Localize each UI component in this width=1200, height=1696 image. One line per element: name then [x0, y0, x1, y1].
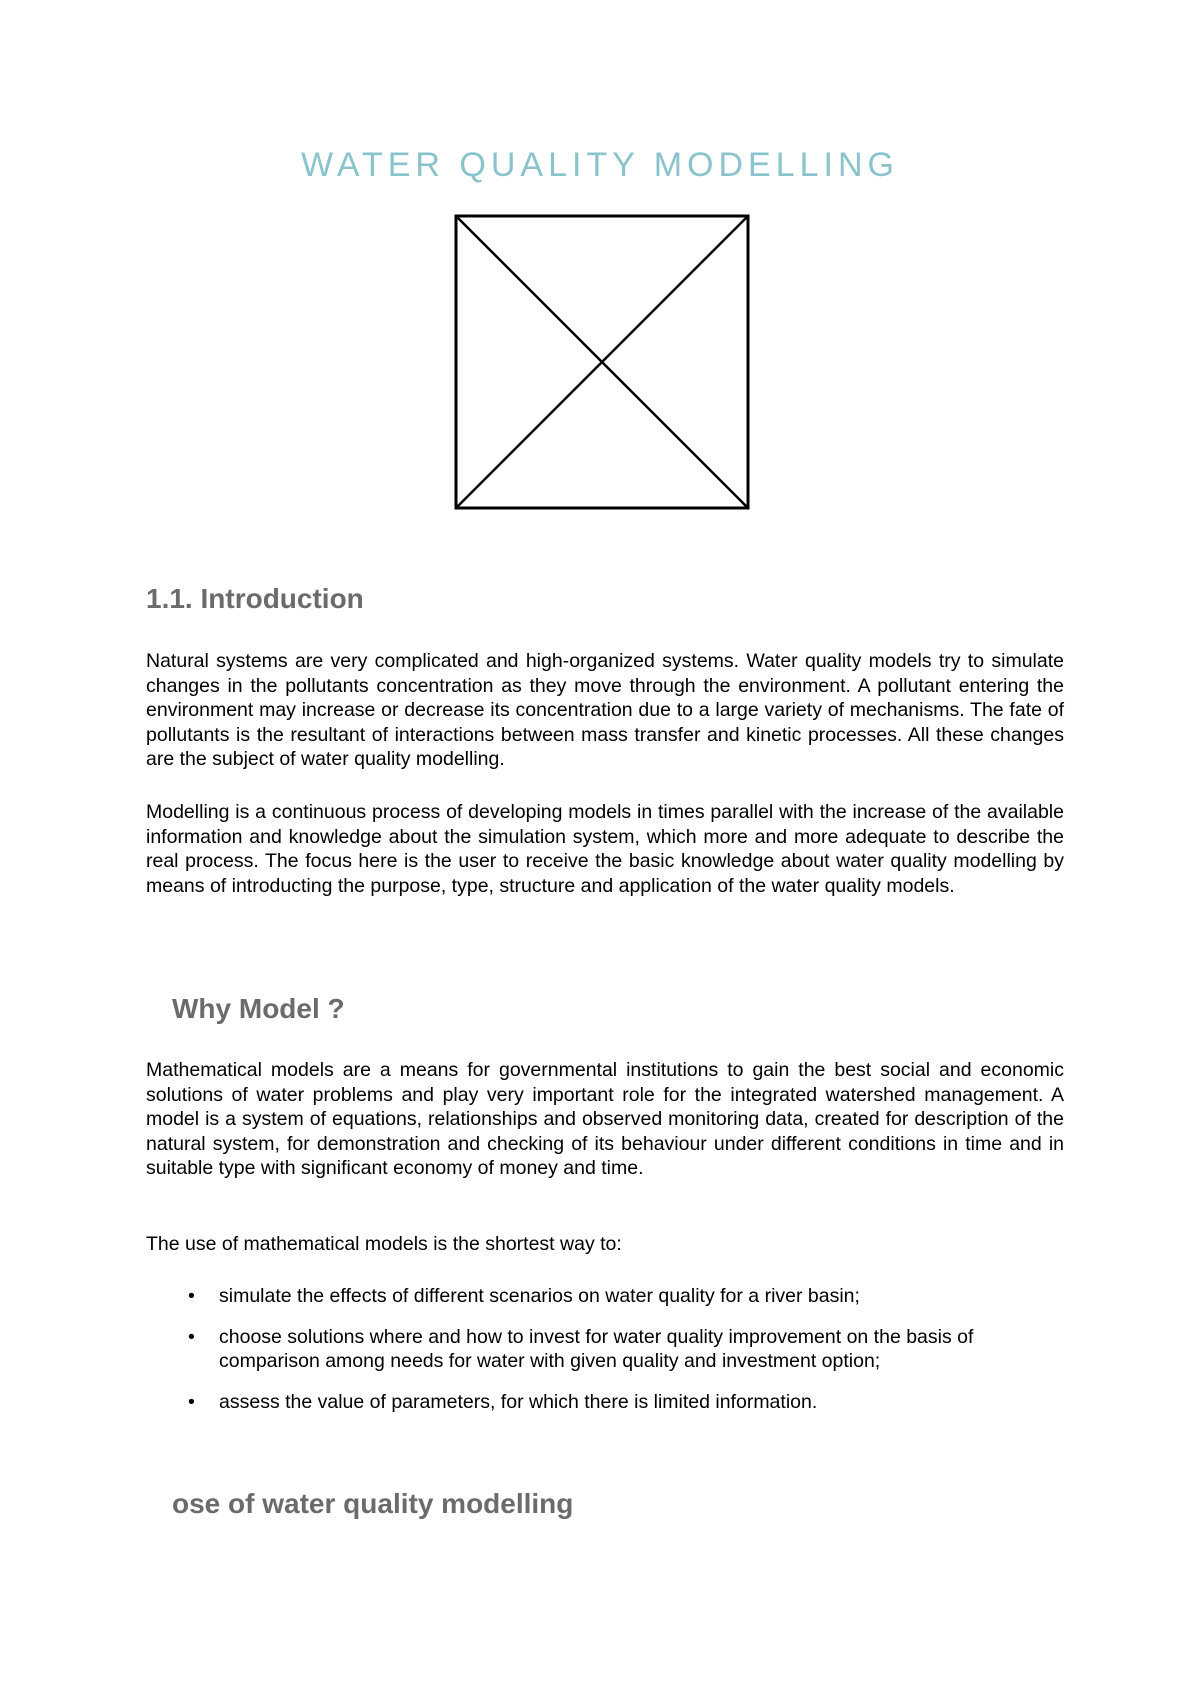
- list-item-text: choose solutions where and how to invest for water quality improvement on the basis of comparison among needs for water with given quality and investment option;: [219, 1325, 974, 1372]
- why-model-paragraph-2: The use of mathematical models is the shortest way to:: [146, 1233, 622, 1255]
- list-item: [146, 1284, 1064, 1309]
- list-item-text: simulate the effects of different scenarios on water quality for a river basin;: [219, 1285, 860, 1307]
- list-item: [146, 1325, 1064, 1374]
- introduction-paragraph-2: Modelling is a continuous process of developing models in times parallel with the increase of the available information and knowledge about the simulation system, which more and more adequate to describe the real process. The focus here is the user to receive the basic knowledge about water quality modelling by means of introducting the purpose, type, structure and application of the water quality models.: [146, 801, 1064, 897]
- list-item: [146, 1390, 1064, 1415]
- purpose-heading: ose of water quality modelling: [172, 1488, 574, 1519]
- introduction-paragraph-1: Natural systems are very complicated and high-organized systems. Water quality models try to simulate changes in the pollutants concentration as they move through the environment. A pollutant entering the environment may increase or decrease its concentration due to a large variety of mechanisms. The fate of pollutants is the resultant of interactions between mass transfer and kinetic processes. All these changes are the subject of water quality modelling.: [146, 650, 1064, 770]
- why-model-paragraph-1: Mathematical models are a means for governmental institutions to gain the best social and economic solutions of water problems and play very important role for the integrated watershed management. A model is a system of equations, relationships and observed monitoring data, created for description of the natural system, for demonstration and checking of its behaviour under different conditions in time and in suitable type with significant economy of money and time.: [146, 1059, 1064, 1179]
- list-item-text: assess the value of parameters, for which there is limited information.: [219, 1390, 818, 1413]
- bullet-icon: •: [188, 1325, 195, 1348]
- bullet-icon: •: [188, 1285, 195, 1307]
- introduction-heading: 1.1. Introduction: [146, 583, 364, 614]
- document-title: WATER QUALITY MODELLING: [300, 146, 899, 184]
- image-placeholder-icon: [454, 214, 750, 510]
- why-model-heading: Why Model ?: [172, 993, 345, 1024]
- model-uses-list: [146, 1284, 1064, 1430]
- bullet-icon: •: [188, 1390, 195, 1413]
